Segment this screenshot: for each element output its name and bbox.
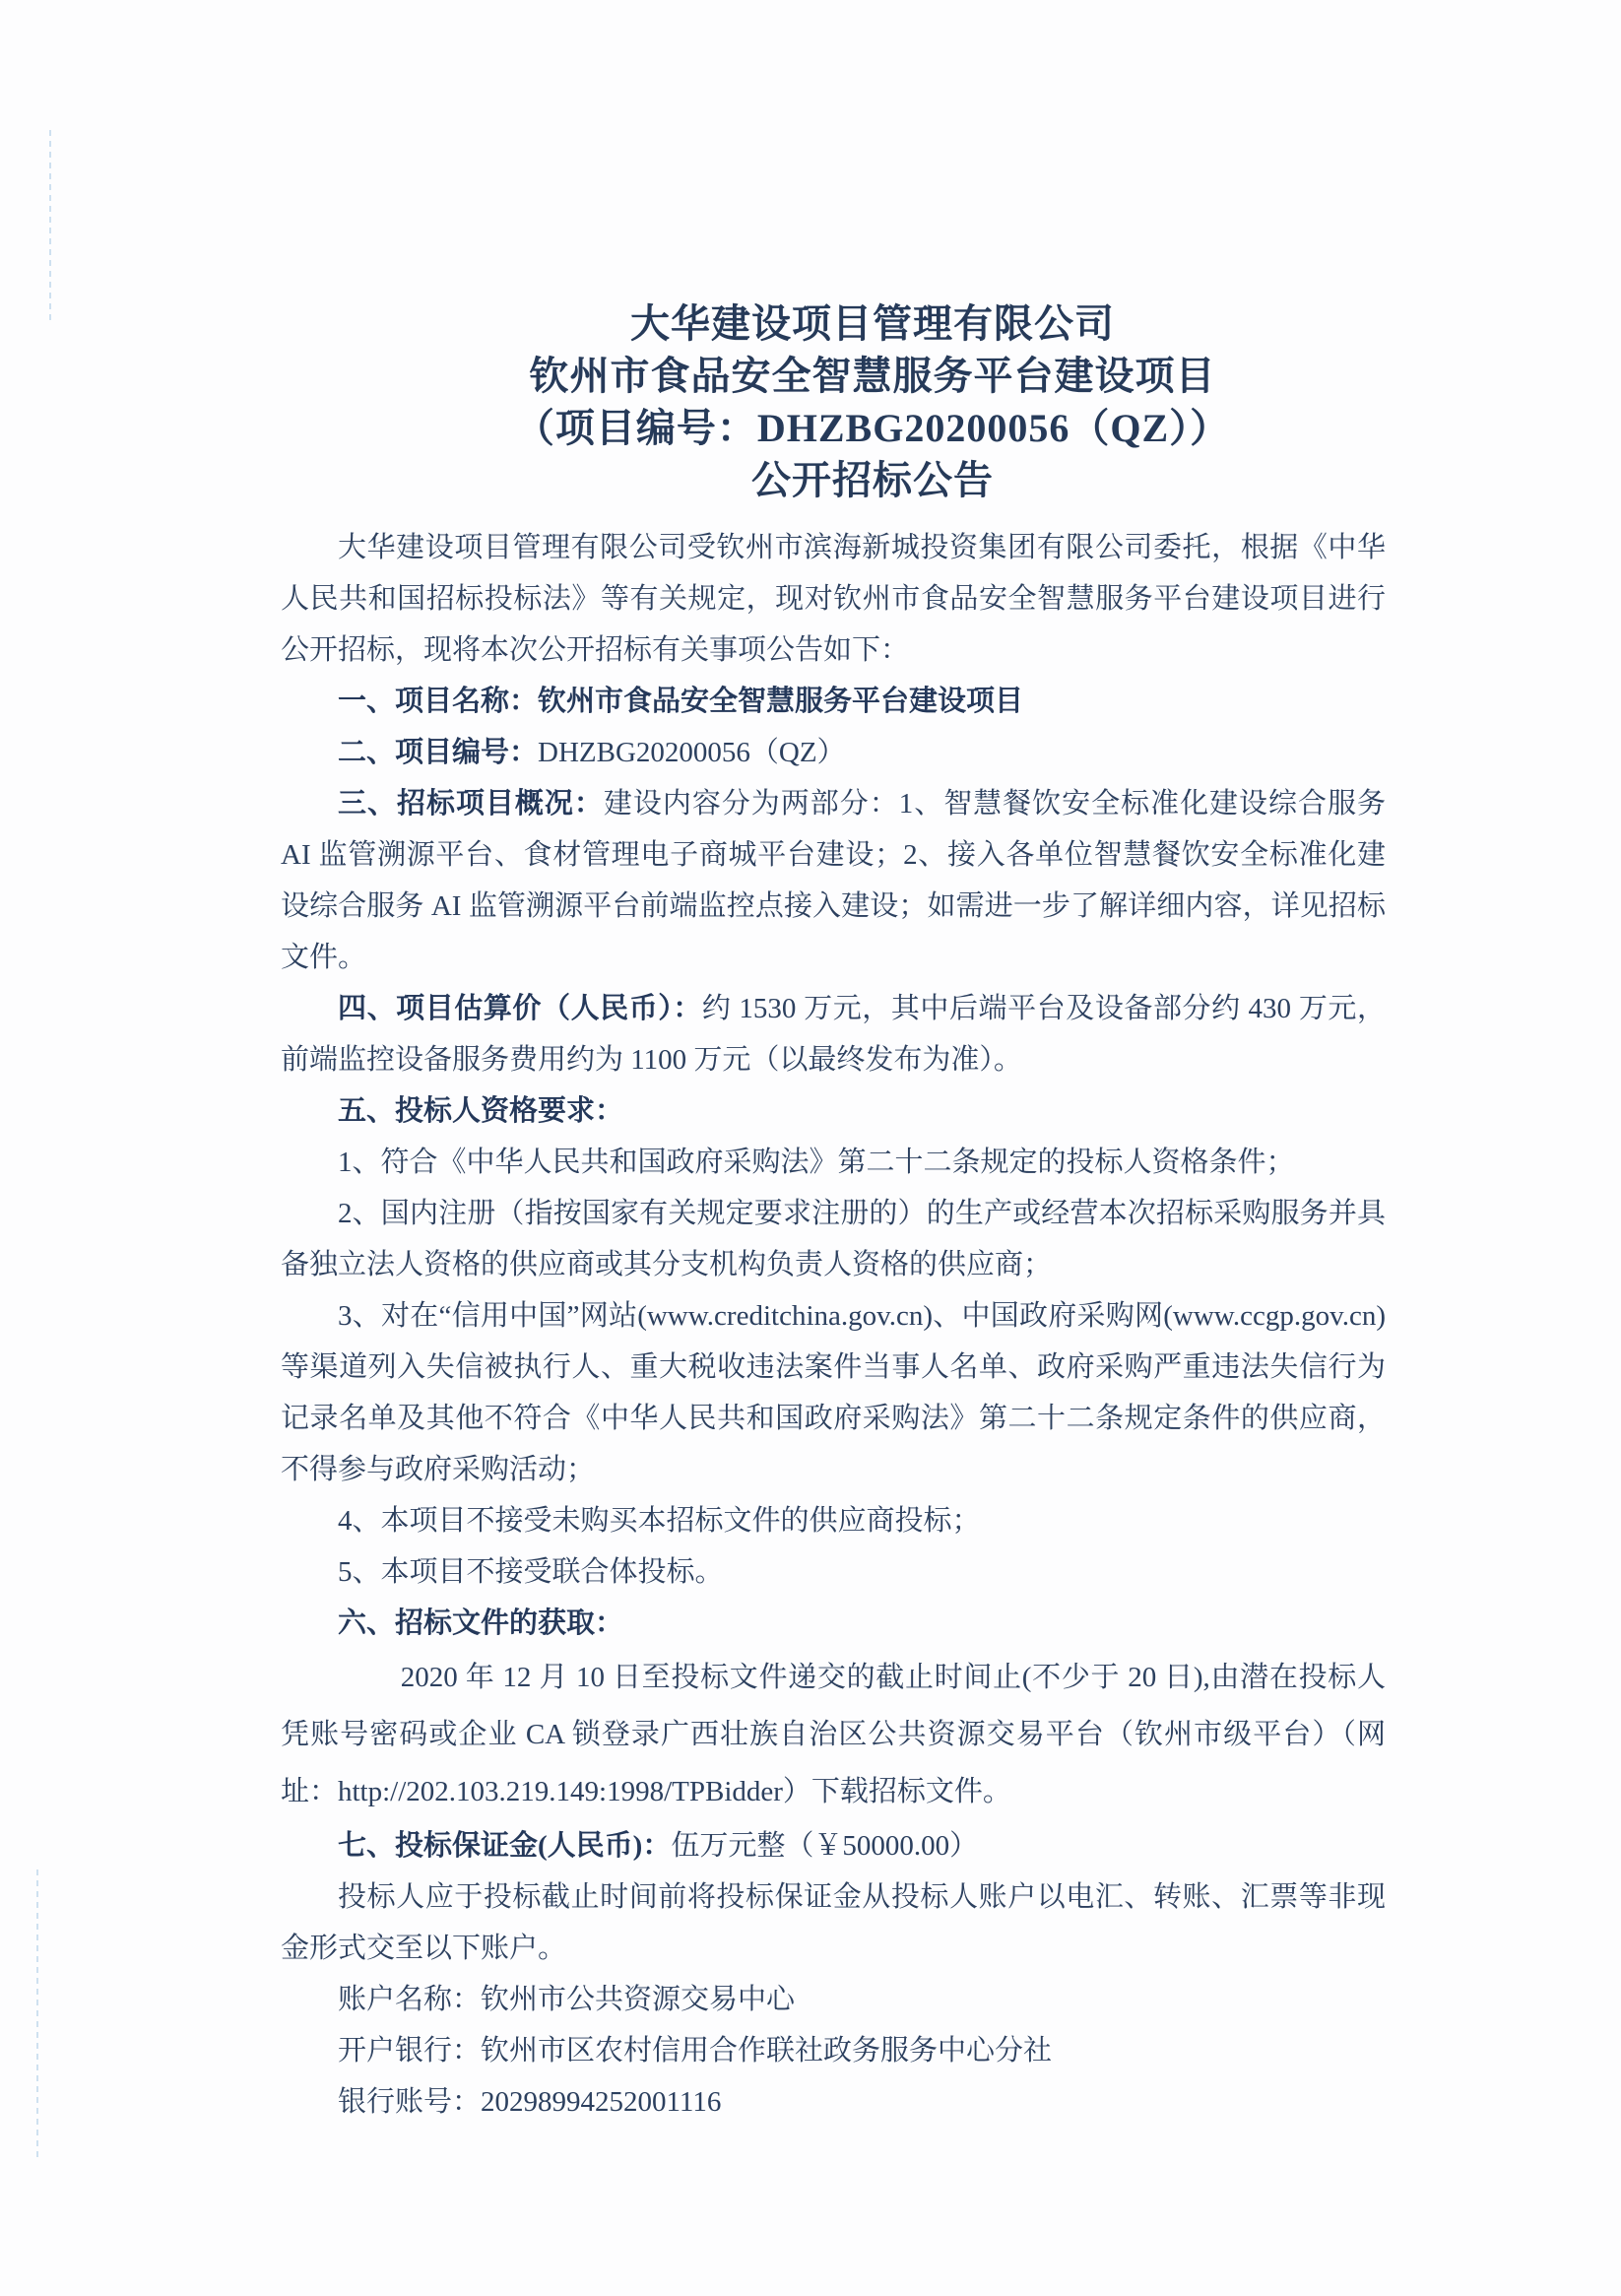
item-4-value: 约 1530 万元，其中后端平台及设备部分约 430 万元，前端监控设备服务费用约为 1100 万元（以最终发布为准）。 xyxy=(281,993,1386,1076)
item-2-value: DHZBG20200056（QZ） xyxy=(538,737,846,768)
item-7-value: 伍万元整（￥50000.00） xyxy=(671,1830,979,1862)
item-6-body: 2020 年 12 月 10 日至投标文件递交的截止时间止(不少于 20 日),由潜在投标人凭账号密码或企业 CA 锁登录广西壮族自治区公共资源交易平台（钦州市级平台）（网址：http://202.103.219.149:1998/TPBidder）下载招标文件。 xyxy=(281,1662,1386,1807)
item-4-estimated-price xyxy=(281,983,1386,1085)
account-number-line: 银行账号：20298994252001116 xyxy=(338,2086,722,2118)
item-2-project-number xyxy=(281,727,1386,778)
bank-name-line: 开户银行：钦州市区农村信用合作联社政务服务中心分社 xyxy=(338,2035,1053,2066)
item-1-project-name xyxy=(281,676,1386,727)
item-5-label: 五、投标人资格要求： xyxy=(338,1095,624,1127)
item-3-label: 三、招标项目概况： xyxy=(338,788,604,820)
item-5-bidder-qualifications-heading xyxy=(281,1085,1386,1137)
item-5-sub-5: 5、本项目不接受联合体投标。 xyxy=(338,1556,724,1588)
scan-artifact-line-top xyxy=(49,130,51,322)
item-7-label: 七、投标保证金(人民币)： xyxy=(338,1830,672,1862)
item-6-label: 六、招标文件的获取： xyxy=(338,1607,624,1639)
item-4-label: 四、项目估算价（人民币）： xyxy=(338,993,702,1024)
document-title-block xyxy=(281,297,1386,506)
item-7-body: 投标人应于投标截止时间前将投标保证金从投标人账户以电汇、转账、汇票等非现金形式交至以下账户。 xyxy=(281,1881,1386,1964)
item-5-sub-4: 4、本项目不接受未购买本招标文件的供应商投标； xyxy=(338,1505,981,1537)
item-2-label: 二、项目编号： xyxy=(338,737,539,768)
item-1-text: 一、项目名称：钦州市食品安全智慧服务平台建设项目 xyxy=(338,686,1024,717)
item-5-sub-1: 1、符合《中华人民共和国政府采购法》第二十二条规定的投标人资格条件； xyxy=(338,1147,1295,1178)
scan-artifact-line-bottom xyxy=(36,1870,38,2157)
item-3-value: 建设内容分为两部分：1、智慧餐饮安全标准化建设综合服务 AI 监管溯源平台、食材管理电子商城平台建设；2、接入各单位智慧餐饮安全标准化建设综合服务 AI 监管溯源平台前端监控点接入建设；如需进一步了解详细内容，详见招标文件。 xyxy=(281,788,1386,973)
item-5-sub-3: 3、对在“信用中国”网站(www.creditchina.gov.cn)、中国政府采购网(www.ccgp.gov.cn)等渠道列入失信被执行人、重大税收违法案件当事人名单、政府采购严重违法失信行为记录名单及其他不符合《中华人民共和国政府采购法》第二十二条规定条件的供应商，不得参与政府采购活动； xyxy=(281,1300,1386,1485)
item-6-document-acquisition-heading xyxy=(281,1598,1386,1649)
item-3-project-overview xyxy=(281,778,1386,983)
account-name-line: 账户名称：钦州市公共资源交易中心 xyxy=(338,1984,796,2015)
document-body xyxy=(281,297,1386,2128)
item-7-bid-bond xyxy=(281,1820,1386,1871)
title-company-name: 大华建设项目管理有限公司 xyxy=(630,301,1115,346)
title-project-number: （项目编号：DHZBG20200056（QZ）） xyxy=(514,406,1231,450)
title-project-name: 钦州市食品安全智慧服务平台建设项目 xyxy=(529,354,1216,398)
item-5-sub-2: 2、国内注册（指按国家有关规定要求注册的）的生产或经营本次招标采购服务并具备独立法人资格的供应商或其分支机构负责人资格的供应商； xyxy=(281,1198,1386,1280)
intro-paragraph: 大华建设项目管理有限公司受钦州市滨海新城投资集团有限公司委托，根据《中华人民共和国招标投标法》等有关规定，现对钦州市食品安全智慧服务平台建设项目进行公开招标，现将本次公开招标有关事项公告如下： xyxy=(281,532,1386,666)
title-announcement-type: 公开招标公告 xyxy=(751,458,994,502)
